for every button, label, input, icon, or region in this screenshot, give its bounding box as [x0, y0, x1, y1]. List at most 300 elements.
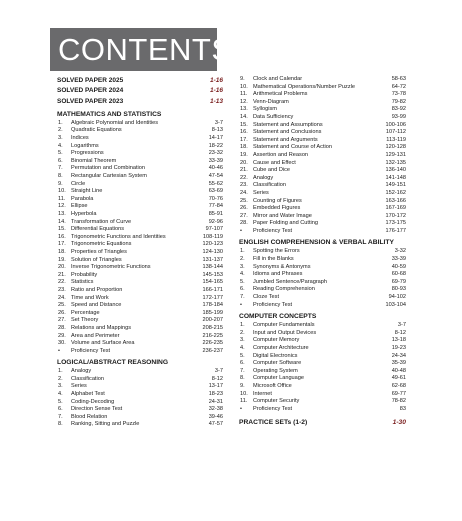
entry-pages: 69-79	[391, 278, 406, 285]
toc-entry	[239, 144, 406, 152]
toc-entry	[239, 137, 406, 145]
entry-title: Synonyms & Antonyms	[253, 263, 311, 270]
entry-number: 1.	[58, 368, 63, 375]
entry-pages: 103-104	[385, 301, 406, 308]
practice-sets-label: PRACTICE SETs (1-2)	[239, 419, 308, 427]
entry-pages: 172-177	[202, 294, 223, 301]
entry-title: SOLVED PAPER 2024	[57, 87, 124, 95]
entry-pages: 85-91	[208, 211, 223, 218]
entry-title: SOLVED PAPER 2023	[57, 97, 124, 105]
entry-title: Ellipse	[71, 203, 88, 210]
entry-title: Reading Comprehension	[253, 286, 315, 293]
entry-pages: 107-112	[385, 129, 406, 136]
entry-number: 9.	[240, 382, 245, 389]
toc-entry	[239, 368, 406, 376]
section-heading-logical: LOGICAL/ABSTRACT REASONING	[57, 359, 169, 367]
toc-entry	[57, 173, 223, 181]
entry-number: 1.	[58, 119, 63, 126]
entry-pages: 79-82	[391, 98, 406, 105]
entry-pages: 83-92	[391, 106, 406, 113]
entry-title: Differential Equations	[71, 226, 125, 233]
entry-number: 13.	[240, 106, 248, 113]
entry-pages: 73-78	[391, 91, 406, 98]
entry-pages: 92-96	[208, 218, 223, 225]
entry-number: 8.	[58, 421, 63, 428]
entry-title: Classification	[71, 375, 104, 382]
entry-title: Set Theory	[71, 317, 99, 324]
entry-number: 21.	[240, 167, 248, 174]
entry-number: 14.	[240, 113, 248, 120]
entry-title: Series	[253, 189, 269, 196]
toc-entry	[239, 256, 406, 264]
solved-paper-row	[57, 86, 223, 96]
entry-pages: 35-39	[391, 360, 406, 367]
entry-number: 20.	[240, 159, 248, 166]
entry-pages: 19-23	[391, 345, 406, 351]
entry-pages: 33-39	[391, 256, 406, 263]
entry-number: 12.	[58, 203, 66, 210]
entry-title: Percentage	[71, 309, 100, 316]
toc-entry	[57, 127, 223, 135]
toc-entry	[57, 368, 223, 376]
entry-number: 17.	[58, 241, 66, 248]
toc-entry	[57, 340, 223, 348]
entry-title: Analogy	[71, 368, 92, 375]
practice-sets-row	[239, 417, 406, 428]
entry-pages: 40-46	[208, 165, 223, 172]
entry-pages: 18-23	[208, 391, 223, 398]
section-heading-computer: COMPUTER CONCEPTS	[239, 313, 317, 321]
entry-number: 28.	[58, 324, 66, 331]
entry-pages: 166-171	[202, 286, 223, 293]
toc-entry	[57, 302, 223, 310]
entry-title: Syllogism	[253, 106, 277, 113]
toc-entry	[239, 152, 406, 160]
toc-entry	[57, 211, 223, 219]
toc-entry	[57, 406, 223, 414]
entry-title: Circle	[71, 180, 86, 187]
entry-pages: 8-12	[211, 375, 223, 382]
entry-number: 26.	[240, 205, 248, 212]
entry-pages: 3-7	[214, 368, 223, 375]
entry-number: 27.	[58, 317, 66, 324]
entry-number: 19.	[240, 151, 248, 158]
entry-pages: 23-32	[208, 150, 223, 157]
toc-entry	[57, 287, 223, 295]
toc-entry	[239, 345, 406, 353]
entry-number: 4.	[58, 142, 63, 149]
entry-number: 8.	[58, 173, 63, 180]
toc-entry	[239, 294, 406, 302]
entry-pages: 47-54	[208, 173, 223, 180]
solved-paper-row	[57, 97, 223, 107]
entry-number: 15.	[58, 226, 66, 233]
entry-number: 5.	[240, 278, 245, 285]
toc-entry	[239, 175, 406, 183]
entry-number: •	[240, 227, 242, 234]
entry-title: Analogy	[253, 174, 274, 181]
entry-number: 6.	[58, 157, 63, 164]
entry-number: 11.	[58, 195, 66, 202]
entry-title: Cube and Dice	[253, 167, 291, 174]
entry-title: Proficiency Test	[253, 227, 293, 234]
entry-title: Quadratic Equations	[71, 127, 122, 134]
entry-number: 5.	[240, 352, 245, 359]
entry-title: Area and Perimeter	[71, 332, 120, 339]
entry-pages: 152-162	[385, 189, 406, 196]
toc-entry	[239, 99, 406, 107]
toc-entry	[57, 257, 223, 265]
toc-entry	[239, 286, 406, 294]
toc-entry	[57, 317, 223, 325]
entry-pages: 69-77	[391, 390, 406, 397]
toc-entry	[57, 181, 223, 189]
entry-number: 2.	[240, 329, 245, 336]
entry-pages: 40-48	[391, 367, 406, 374]
entry-title: Cause and Effect	[253, 159, 296, 166]
entry-number: 10.	[240, 390, 248, 397]
toc-entry	[239, 205, 406, 213]
toc-entry	[239, 302, 406, 310]
toc-entry	[57, 383, 223, 391]
entry-title: Rectangular Cartesian System	[71, 173, 147, 180]
entry-pages: 100-106	[385, 121, 406, 128]
entry-title: Spotting the Errors	[253, 248, 300, 255]
entry-number: 5.	[58, 398, 63, 405]
entry-number: 10.	[58, 188, 66, 195]
page-title: CONTENTS	[58, 32, 233, 67]
entry-title: Paper Folding and Cutting	[253, 220, 318, 227]
entry-pages: 226-235	[202, 340, 223, 347]
entry-number: 25.	[240, 197, 248, 204]
entry-pages: 13-17	[208, 383, 223, 390]
entry-title: Computer Memory	[253, 337, 300, 344]
entry-title: Coding-Decoding	[71, 398, 115, 405]
toc-entry	[57, 196, 223, 204]
entry-number: 18.	[240, 144, 248, 151]
entry-number: 7.	[58, 413, 63, 420]
solved-paper-row	[57, 76, 223, 86]
toc-entry	[57, 310, 223, 318]
entry-title: Properties of Triangles	[71, 248, 127, 255]
entry-pages: 124-130	[202, 248, 223, 255]
entry-title: Computer Language	[253, 375, 305, 382]
entry-number: 4.	[58, 391, 63, 398]
entry-title: Computer Security	[253, 398, 300, 405]
entry-pages: 55-62	[208, 180, 223, 187]
entry-pages: 236-237	[202, 347, 223, 354]
entry-title: Mirror and Water Image	[253, 212, 312, 219]
toc-entry	[57, 399, 223, 407]
entry-title: Proficiency Test	[253, 301, 293, 308]
toc-entry	[57, 120, 223, 128]
entry-title: Algebraic Polynomial and Identities	[71, 119, 159, 126]
entry-title: Computer Architecture	[253, 345, 309, 351]
entry-pages: 58-63	[391, 76, 406, 82]
entry-pages: 40-59	[391, 263, 406, 270]
entry-number: 10.	[240, 83, 248, 90]
entry-title: Embedded Figures	[253, 205, 301, 212]
toc-entry	[239, 391, 406, 399]
toc-entry	[239, 213, 406, 221]
entry-pages: 24-34	[391, 352, 406, 359]
toc-entry	[239, 198, 406, 206]
entry-title: Microsoft Office	[253, 382, 292, 389]
entry-title: Statement and Course of Action	[253, 144, 332, 151]
toc-entry	[57, 272, 223, 280]
entry-title: Digital Electronics	[253, 352, 298, 359]
entry-pages: 120-128	[385, 144, 406, 151]
entry-title: Time and Work	[71, 294, 109, 301]
logical-topic-list-part1	[57, 368, 223, 429]
entry-title: Statement and Arguments	[253, 136, 318, 143]
toc-entry	[239, 182, 406, 190]
toc-entry	[239, 360, 406, 368]
toc-entry	[239, 114, 406, 122]
entry-title: Trigonometric Equations	[71, 241, 132, 248]
entry-pages: 167-169	[385, 205, 406, 212]
entry-title: Binomial Theorem	[71, 157, 117, 164]
entry-pages: 63-69	[208, 188, 223, 195]
toc-entry	[57, 279, 223, 287]
entry-title: Statement and Conclusions	[253, 129, 322, 136]
entry-pages: 77-84	[208, 203, 223, 210]
toc-entry	[239, 353, 406, 361]
entry-title: Proficiency Test	[253, 405, 293, 412]
entry-number: 6.	[240, 286, 245, 293]
entry-number: 2.	[58, 375, 63, 382]
entry-pages: 208-215	[202, 324, 223, 331]
toc-entry	[57, 150, 223, 158]
entry-number: 16.	[240, 129, 248, 136]
entry-pages: 185-199	[202, 309, 223, 316]
entry-title: Statistics	[71, 279, 94, 286]
entry-number: 6.	[58, 406, 63, 413]
entry-number: 17.	[240, 136, 248, 143]
entry-number: 26.	[58, 309, 66, 316]
entry-title: Transformation of Curve	[71, 218, 132, 225]
entry-number: 16.	[58, 233, 66, 240]
entry-pages: 39-46	[208, 413, 223, 420]
entry-title: Volume and Surface Area	[71, 340, 135, 347]
entry-pages: 70-76	[208, 195, 223, 202]
entry-number: 21.	[58, 271, 66, 278]
toc-entry	[239, 248, 406, 256]
toc-entry	[57, 226, 223, 234]
toc-entry	[239, 337, 406, 345]
entry-pages: 216-225	[202, 332, 223, 339]
entry-pages: 13-18	[391, 337, 406, 344]
entry-title: Direction Sense Test	[71, 406, 123, 413]
entry-title: Speed and Distance	[71, 302, 122, 309]
entry-number: 13.	[58, 211, 66, 218]
entry-number: 23.	[240, 182, 248, 189]
entry-number: 27.	[240, 212, 248, 219]
entry-title: Straight Line	[71, 188, 103, 195]
toc-entry	[239, 106, 406, 114]
toc-entry	[239, 322, 406, 330]
entry-title: Relations and Mappings	[71, 324, 132, 331]
entry-number: 3.	[240, 337, 245, 344]
entry-pages: 141-148	[385, 174, 406, 181]
entry-title: Alphabet Test	[71, 391, 105, 398]
entry-title: Probability	[71, 271, 98, 278]
toc-entry	[239, 91, 406, 99]
entry-number: 23.	[58, 286, 66, 293]
toc-entry	[239, 383, 406, 391]
entry-number: •	[240, 405, 242, 412]
toc-entry	[57, 234, 223, 242]
entry-pages: 80-93	[391, 286, 406, 293]
toc-entry	[57, 188, 223, 196]
entry-title: Hyperbola	[71, 211, 97, 218]
entry-title: Counting of Figures	[253, 197, 302, 204]
entry-pages: 78-82	[391, 398, 406, 405]
entry-pages: 33-39	[208, 157, 223, 164]
toc-entry	[57, 158, 223, 166]
entry-number: 14.	[58, 218, 66, 225]
entry-title: Parabola	[71, 195, 94, 202]
entry-pages: 3-32	[394, 248, 406, 255]
entry-pages: 138-144	[202, 264, 223, 271]
entry-number: 12.	[240, 98, 248, 105]
entry-number: 2.	[240, 256, 245, 263]
entry-title: Cloze Test	[253, 294, 280, 301]
toc-entry	[57, 295, 223, 303]
entry-pages: 64-72	[391, 83, 406, 90]
entry-number: •	[240, 301, 242, 308]
entry-pages: 108-119	[202, 233, 223, 240]
entry-pages: 3-7	[214, 119, 223, 126]
entry-number: 9.	[240, 76, 245, 82]
toc-entry	[57, 219, 223, 227]
entry-title: Ranking, Sitting and Puzzle	[71, 421, 140, 428]
entry-title: Computer Software	[253, 360, 302, 367]
toc-entry	[57, 249, 223, 257]
entry-title: Venn-Diagram	[253, 98, 289, 105]
toc-entry	[239, 271, 406, 279]
section-heading-english: ENGLISH COMPREHENSION & VERBAL ABILITY	[239, 239, 394, 247]
entry-title: Jumbled Sentence/Paragraph	[253, 278, 328, 285]
entry-number: 6.	[240, 360, 245, 367]
entry-title: Inverse Trigonometric Functions	[71, 264, 151, 271]
entry-title: Computer Fundamentals	[253, 322, 315, 329]
practice-sets-pages: 1-30	[392, 419, 406, 427]
entry-pages: 1-13	[209, 97, 223, 105]
entry-pages: 113-119	[386, 136, 406, 143]
toc-entry	[239, 220, 406, 228]
toc-entry	[57, 241, 223, 249]
toc-entry	[239, 228, 406, 236]
entry-pages: 8-13	[211, 127, 223, 134]
toc-entry	[239, 406, 406, 414]
toc-entry	[239, 84, 406, 92]
entry-pages: 94-102	[388, 294, 406, 301]
toc-entry	[57, 165, 223, 173]
entry-number: 7.	[240, 367, 245, 374]
entry-number: 1.	[240, 248, 245, 255]
toc-entry	[239, 129, 406, 137]
toc-entry	[57, 391, 223, 399]
entry-pages: 49-61	[391, 375, 406, 382]
toc-entry	[239, 264, 406, 272]
entry-number: 19.	[58, 256, 66, 263]
entry-pages: 136-140	[385, 167, 406, 174]
entry-title: Idioms and Phrases	[253, 271, 303, 278]
entry-pages: 170-172	[385, 212, 406, 219]
entry-number: 3.	[58, 383, 63, 390]
entry-number: 5.	[58, 150, 63, 157]
entry-pages: 93-99	[391, 113, 406, 120]
entry-number: 20.	[58, 264, 66, 271]
entry-title: Solution of Triangles	[71, 256, 122, 263]
toc-entry	[57, 376, 223, 384]
entry-pages: 97-107	[205, 226, 223, 233]
toc-entry	[239, 375, 406, 383]
entry-title: Mathematical Operations/Number Puzzle	[253, 83, 355, 90]
entry-number: 29.	[58, 332, 66, 339]
entry-number: 24.	[240, 189, 248, 196]
toc-entry	[239, 76, 406, 84]
entry-pages: 145-153	[202, 271, 223, 278]
entry-pages: 163-166	[385, 197, 406, 204]
entry-title: Input and Output Devices	[253, 329, 317, 336]
entry-title: Classification	[253, 182, 286, 189]
toc-entry	[239, 330, 406, 338]
entry-pages: 24-31	[208, 398, 223, 405]
entry-title: SOLVED PAPER 2025	[57, 77, 124, 84]
toc-entry	[57, 264, 223, 272]
left-column	[57, 76, 223, 429]
toc-entry	[239, 279, 406, 287]
entry-pages: 154-165	[202, 279, 223, 286]
entry-title: Statement and Assumptions	[253, 121, 323, 128]
entry-title: Assertion and Reason	[253, 151, 309, 158]
entry-number: 7.	[240, 294, 245, 301]
math-topic-list	[57, 120, 223, 355]
toc-entry	[57, 348, 223, 356]
entry-title: Permutation and Combination	[71, 165, 146, 172]
computer-topic-list	[239, 322, 406, 413]
toc-entry	[57, 414, 223, 422]
logical-topic-list-part2	[239, 76, 406, 235]
entry-pages: 60-68	[391, 271, 406, 278]
entry-number: 9.	[58, 180, 63, 187]
entry-title: Series	[71, 383, 87, 390]
entry-title: Clock and Calendar	[253, 76, 303, 82]
entry-title: Indices	[71, 135, 89, 142]
entry-number: 30.	[58, 340, 66, 347]
entry-number: 4.	[240, 345, 245, 351]
entry-pages: 131-137	[202, 256, 223, 263]
entry-pages: 83	[399, 405, 406, 412]
entry-number: 3.	[58, 135, 63, 142]
entry-title: Ratio and Proportion	[71, 286, 123, 293]
entry-title: Blood Relation	[71, 413, 108, 420]
entry-title: Proficiency Test	[71, 347, 111, 354]
toc-entry	[57, 143, 223, 151]
entry-number: 22.	[58, 279, 66, 286]
entry-pages: 47-57	[208, 421, 223, 428]
entry-title: Trigonometric Functions and Identities	[71, 233, 166, 240]
entry-title: Internet	[253, 390, 272, 397]
entry-title: Progressions	[71, 150, 104, 157]
toc-entry	[239, 398, 406, 406]
entry-number: 28.	[240, 220, 248, 227]
entry-pages: 32-38	[208, 406, 223, 413]
entry-title: Data Sufficiency	[253, 113, 294, 120]
entry-pages: 132-135	[385, 159, 406, 166]
